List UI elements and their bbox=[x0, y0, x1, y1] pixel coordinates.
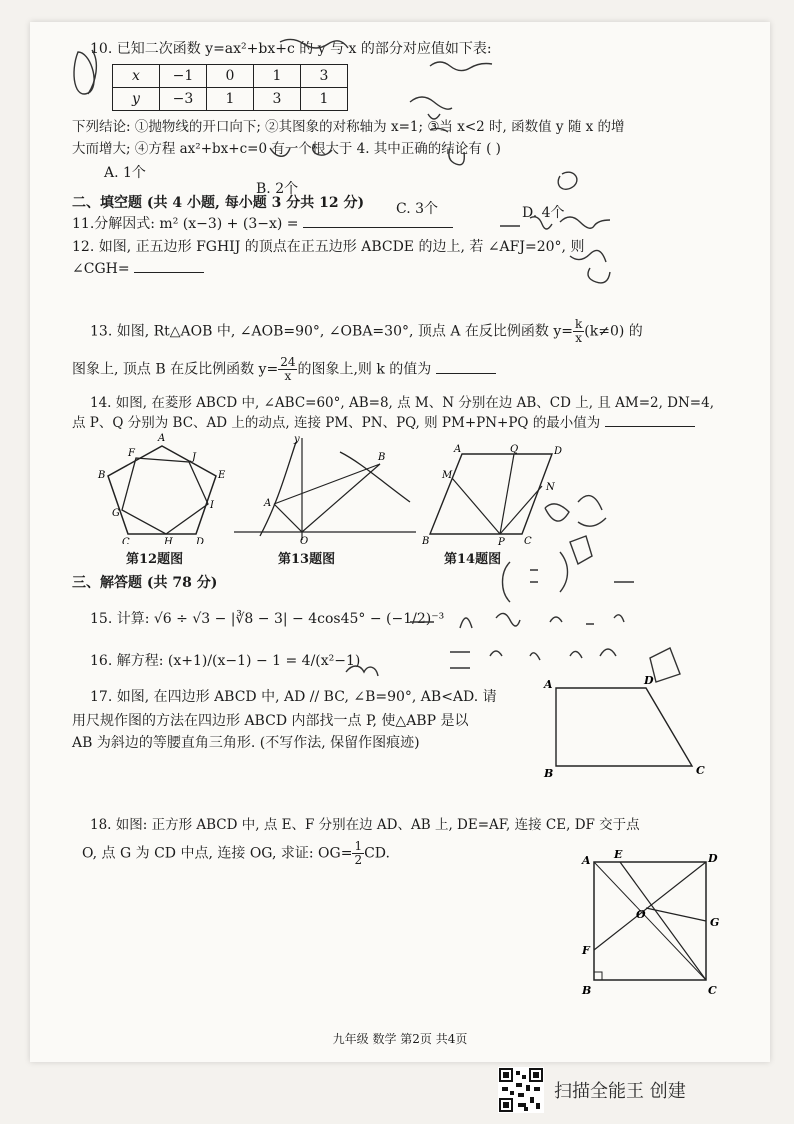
fraction-denominator: 2 bbox=[354, 853, 363, 867]
q12-stem: ∠CGH= bbox=[72, 261, 130, 277]
fig18-label-d: D bbox=[708, 852, 718, 865]
q17-text-3: AB 为斜边的等腰直角三角形. (不写作法, 保留作图痕迹) bbox=[72, 735, 420, 751]
fig17-label-d: D bbox=[644, 674, 654, 687]
q11-stem: 11.分解因式: m² (x−3) + (3−x) = bbox=[72, 216, 299, 232]
q12-text-1: 12. 如图, 正五边形 FGHIJ 的顶点在正五边形 ABCDE 的边上, 若 ∠AFJ=20°, 则 bbox=[72, 239, 585, 255]
fig14-label-d: D bbox=[554, 446, 563, 457]
table-cell: −1 bbox=[160, 65, 207, 88]
handwriting-marks bbox=[30, 22, 770, 722]
figure-13-caption: 第13题图 bbox=[278, 552, 336, 567]
table-cell: y bbox=[113, 88, 160, 111]
fig13-label-a: A bbox=[264, 498, 272, 509]
fig18-label-o: O bbox=[636, 908, 646, 921]
figure-14-caption: 第14题图 bbox=[444, 552, 502, 567]
fig13-label-o: O bbox=[300, 536, 309, 547]
fig12-label-f: F bbox=[128, 448, 135, 459]
q10-conclusions-1: 下列结论: ①抛物线的开口向下; ②其图象的对称轴为 x=1; ③当 x<2 时, 函数值 y 随 x 的增 bbox=[72, 119, 625, 135]
table-cell: 1 bbox=[207, 88, 254, 111]
fraction-numerator: k bbox=[574, 317, 583, 331]
q18-fraction-half bbox=[352, 840, 364, 867]
fig13-label-y: y bbox=[294, 434, 300, 445]
fig17-label-b: B bbox=[544, 767, 554, 778]
q10-option-c: C. 3个 bbox=[396, 201, 439, 217]
q10-number: 10. bbox=[90, 41, 113, 57]
table-cell: 3 bbox=[301, 65, 348, 88]
q10-option-b: B. 2个 bbox=[256, 181, 299, 197]
fig12-label-e: E bbox=[218, 470, 226, 481]
fig12-label-j: J bbox=[192, 452, 197, 463]
fig14-label-c: C bbox=[524, 536, 532, 546]
q16-text: 16. 解方程: (x+1)/(x−1) − 1 = 4/(x²−1) bbox=[90, 653, 361, 669]
fig14-label-b: B bbox=[422, 536, 430, 546]
fig12-label-g: G bbox=[112, 508, 120, 519]
fig18-label-a: A bbox=[582, 854, 591, 867]
q18-stem-tail: CD. bbox=[364, 845, 390, 862]
fig12-label-h: H bbox=[164, 537, 173, 544]
section-2-heading: 二、填空题 (共 4 小题, 每小题 3 分共 12 分) bbox=[72, 195, 365, 211]
q13-stem-2-tail: 的图象上,则 k 的值为 bbox=[297, 361, 432, 378]
fraction-denominator: x bbox=[284, 369, 292, 383]
fig12-label-c: C bbox=[122, 537, 130, 544]
fig12-label-b: B bbox=[98, 470, 106, 481]
fig12-label-a: A bbox=[158, 433, 166, 444]
q18-stem: O, 点 G 为 CD 中点, 连接 OG, 求证: OG= bbox=[82, 845, 353, 862]
table-cell: −3 bbox=[160, 88, 207, 111]
q10-option-d: D. 4个 bbox=[522, 205, 565, 221]
q17-text-1: 17. 如图, 在四边形 ABCD 中, AD // BC, ∠B=90°, AB<AD. 请 bbox=[90, 689, 497, 705]
q15-text: 15. 计算: √6 ÷ √3 − |∛8 − 3| − 4cos45° − (−1/2)⁻³ bbox=[90, 611, 445, 627]
table-cell: 1 bbox=[254, 65, 301, 88]
fig13-label-b: B bbox=[378, 452, 386, 463]
table-cell: x bbox=[113, 65, 160, 88]
scanner-watermark: 扫描全能王 创建 bbox=[554, 1081, 686, 1102]
q10-option-a: A. 1个 bbox=[104, 165, 146, 181]
fig18-label-f: F bbox=[582, 944, 590, 957]
table-cell: 3 bbox=[254, 88, 301, 111]
fraction-numerator: 24 bbox=[280, 355, 296, 369]
fraction-denominator: x bbox=[575, 331, 583, 345]
fig18-label-e: E bbox=[614, 850, 623, 861]
fig17-label-a: A bbox=[544, 678, 553, 691]
fig18-label-c: C bbox=[708, 984, 717, 997]
fig14-label-a: A bbox=[454, 444, 462, 455]
exam-page bbox=[30, 22, 770, 1062]
q18-text-1: 18. 如图: 正方形 ABCD 中, 点 E、F 分别在边 AD、AB 上, DE=AF, 连接 CE, DF 交于点 bbox=[90, 817, 640, 833]
q14-stem: 点 P、Q 分别为 BC、AD 上的动点, 连接 PM、PN、PQ, 则 PM+PN+PQ 的最小值为 bbox=[72, 415, 601, 431]
fig17-label-c: C bbox=[696, 764, 705, 777]
section-3-heading: 三、解答题 (共 78 分) bbox=[72, 575, 218, 591]
q13-stem-1: 13. 如图, Rt△AOB 中, ∠AOB=90°, ∠OBA=30°, 顶点 A 在反比例函数 y= bbox=[90, 323, 573, 340]
fig12-label-i: I bbox=[210, 500, 214, 511]
fig14-label-m: M bbox=[442, 470, 453, 481]
q13-stem-1-tail: (k≠0) 的 bbox=[584, 323, 643, 340]
table-cell: 0 bbox=[207, 65, 254, 88]
table-cell: 1 bbox=[301, 88, 348, 111]
figure-18-square bbox=[578, 850, 728, 1000]
fig18-label-g: G bbox=[710, 916, 720, 929]
page-footer: 九年级 数学 第2页 共4页 bbox=[332, 1032, 468, 1046]
fraction-numerator: 1 bbox=[354, 839, 363, 853]
q13-stem-2: 图象上, 顶点 B 在反比例函数 y= bbox=[72, 361, 279, 378]
q18-text-2 bbox=[82, 840, 390, 867]
fig12-label-d: D bbox=[196, 537, 205, 544]
fig14-label-q: Q bbox=[510, 444, 519, 455]
q10-stem-text: 已知二次函数 y=ax²+bx+c 的 y 与 x 的部分对应值如下表: bbox=[116, 41, 492, 57]
fig18-label-b: B bbox=[582, 984, 592, 997]
figure-12-caption: 第12题图 bbox=[126, 552, 184, 567]
q17-text-2: 用尺规作图的方法在四边形 ABCD 内部找一点 P, 使△ABP 是以 bbox=[72, 713, 469, 729]
q14-text-1: 14. 如图, 在菱形 ABCD 中, ∠ABC=60°, AB=8, 点 M、N 分别在边 AB、CD 上, 且 AM=2, DN=4, bbox=[90, 395, 714, 411]
qr-code-icon bbox=[498, 1067, 544, 1113]
fig14-label-p: P bbox=[498, 537, 505, 546]
fig14-label-n: N bbox=[546, 482, 555, 493]
q10-conclusions-2: 大而增大; ④方程 ax²+bx+c=0 有一个根大于 4. 其中正确的结论有 ( ) bbox=[72, 141, 501, 157]
